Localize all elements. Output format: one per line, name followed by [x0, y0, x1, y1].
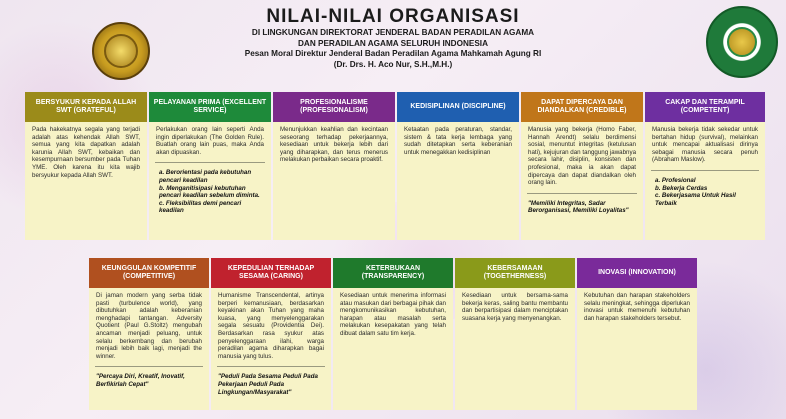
page-title: NILAI-NILAI ORGANISASI [266, 6, 520, 27]
card-title: PELAYANAN PRIMA (EXCELLENT SERVICE) [153, 98, 267, 114]
card-header [211, 258, 331, 288]
subtitle-line-3: Pesan Moral Direktur Jenderal Badan Peradilan Agama Mahkamah Agung RI [244, 49, 542, 58]
card-title: BERSYUKUR KEPADA ALLAH SWT (GRATEFUL) [35, 98, 137, 114]
emblem-center [104, 34, 138, 68]
card-body: Manusia bekerja tidak sekedar untuk bertahan hidup (survival), melainkan untuk mencapai aktualisasi dirinya sebagai manusia secara penuh (Abraham Maslow). [652, 126, 758, 164]
card-kepedulian [211, 258, 331, 410]
subtitle-line-4: (Dr. Drs. H. Aco Nur, S.H.,M.H.) [333, 59, 453, 69]
card-header [149, 92, 271, 122]
divider [217, 366, 325, 367]
card-body: Humanisme Transcendental, artinya berperi kemanusiaan, berdasarkan keyakinan akan Tuhan yang maha kuasa, yang menyelenggarakan segala sesuatu (Providentia Dei). Berdasarkan rasa syukur atas penyelenggaraan ilahi, warga peradilan agama diharapkan bagai manusia yang tulus. [218, 292, 324, 360]
card-title: DAPAT DIPERCAYA DAN DIANDALKAN (CREDIBLE) [537, 98, 627, 114]
card-title: PROFESIONALISME (PROFESIONALISM) [300, 98, 368, 114]
list-item: a. Berorientasi pada kebutuhan pencari keadilan [159, 169, 252, 184]
card-header [25, 92, 147, 122]
card-header [645, 92, 765, 122]
card-body: Manusia yang bekerja (Homo Faber, Hannah Arendt) selalu berdimensi sosial, menuntut integritas (ketulusan hati), kejujuran dan tanggung jawabnya secara lahir, disiplin, konsisten dan profesional, maka ia akan dapat dipercaya dan dapat diandalkan oleh orang lain. [528, 126, 637, 187]
divider [155, 162, 265, 163]
card-header [89, 258, 209, 288]
card-quote: "Peduli Pada Sesama Peduli Pada Pekerjaan Peduli Pada Lingkungan/Masyarakat" [218, 373, 318, 396]
card-profesionalisme [273, 92, 395, 240]
card-title: KEUNGGULAN KOMPETITIF (COMPETITIVE) [101, 264, 197, 280]
card-body: Pada hakekatnya segala yang terjadi adalah atas kehendak Allah SWT, semua yang kita dapatkan adalah karunia Allah SWT, kebaikan dan kesempurnaan bersumber pada Tuhan YME. Oleh karena itu kita wajib bersyukur kepada Allah SWT. [32, 126, 140, 179]
emblem-center [727, 27, 757, 57]
list-item: a. Profesional [655, 176, 696, 184]
list-item: b. Menganitisipasi kebutuhan pencari keadilan sebelum diminta. [159, 184, 260, 200]
list-item: c. Bekerjasama Untuk Hasil Terbaik [655, 192, 736, 207]
divider [651, 170, 759, 171]
card-keterbukaan [333, 258, 453, 410]
divider [95, 366, 203, 367]
card-header [521, 92, 643, 122]
subtitle-line-2: DAN PERADILAN AGAMA SELURUH INDONESIA [298, 38, 488, 48]
card-kedisiplinan [397, 92, 519, 240]
card-bersyukur [25, 92, 147, 240]
subtitle-line-1: DI LINGKUNGAN DIREKTORAT JENDERAL BADAN PERADILAN AGAMA [251, 28, 535, 37]
card-title: INOVASI (INNOVATION) [598, 268, 676, 276]
card-keunggulan [89, 258, 209, 410]
card-body: Menunjukkan keahlian dan kecintaan seseorang terhadap pekerjaannya, kesediaan untuk bekerja lebih dari yang diharapkan, dan terus menerus melakukan perbaikan secara proaktif. [280, 126, 388, 164]
right-emblem-logo [706, 6, 778, 78]
card-title: KEDISIPLINAN (DISCIPLINE) [410, 102, 506, 110]
list-item: c. Fleksibilitas demi pencari keadilan [159, 199, 242, 215]
card-kebersamaan [455, 258, 575, 410]
card-body: Kesediaan untuk bersama-sama bekerja keras, saling bantu membantu dan berpartisipasi dalam menciptakan suasana kerja yang menyenangkan. [462, 292, 568, 322]
card-body: Di jaman modern yang serba tidak pasti (turbulence world), yang dibutuhkan adalah keberanian menghadapi tantangan. Adversity Quotient (Paul G.Stoltz) mengubah ancaman menjadi peluang, untuk selalu berkembang dan berubah menjadi lebih baik lagi, menjadi the winner. [96, 292, 202, 360]
card-title: KEBERSAMAAN (TOGETHERNESS) [483, 264, 547, 280]
card-title: KEPEDULIAN TERHADAP SESAMA (CARING) [227, 264, 315, 280]
card-quote: "Memiliki Integritas, Sadar Berorganisasi, Memiliki Loyalitas" [528, 199, 629, 215]
list-item: b. Bekerja Cerdas [655, 184, 708, 192]
card-header [455, 258, 575, 288]
card-body: Kebutuhan dan harapan stakeholders selalu meningkat, sehingga diperlukan inovasi untuk memenuhi kebutuhan dan harapan stakeholders tersebut. [584, 292, 690, 322]
card-pelayanan [149, 92, 271, 240]
card-header [577, 258, 697, 288]
card-title: CAKAP DAN TERAMPIL (COMPETENT) [665, 98, 745, 114]
card-list [149, 165, 271, 215]
card-body: Kesediaan untuk menerima informasi atau masukan dari berbagai pihak dan mengkomunikasikan kebutuhan, harapan atau masalah serta melakukan kesepakatan yang telah dibuat dalam satu tim kerja. [340, 292, 446, 337]
card-list [645, 173, 765, 207]
card-body: Perlakukan orang lain seperti Anda ingin diperlakukan (The Golden Rule). Buatlah orang lain puas, maka Anda akan dipuaskan. [156, 126, 264, 156]
card-header [397, 92, 519, 122]
card-inovasi [577, 258, 697, 410]
left-emblem-logo [92, 22, 150, 80]
divider [527, 193, 637, 194]
card-header [333, 258, 453, 288]
card-header [273, 92, 395, 122]
card-title: KETERBUKAAN (TRANSPARENCY) [361, 264, 425, 280]
header [150, 6, 636, 70]
card-dapat-dipercaya [521, 92, 643, 240]
card-body: Ketaatan pada peraturan, standar, sistem & tata kerja lembaga yang sudah ditetapkan serta keberanian untuk menegakkan kedisiplinan [404, 126, 512, 156]
card-cakap [645, 92, 765, 240]
card-quote: "Percaya Diri, Kreatif, Inovatif, Berfikirlah Cepat" [96, 373, 185, 388]
